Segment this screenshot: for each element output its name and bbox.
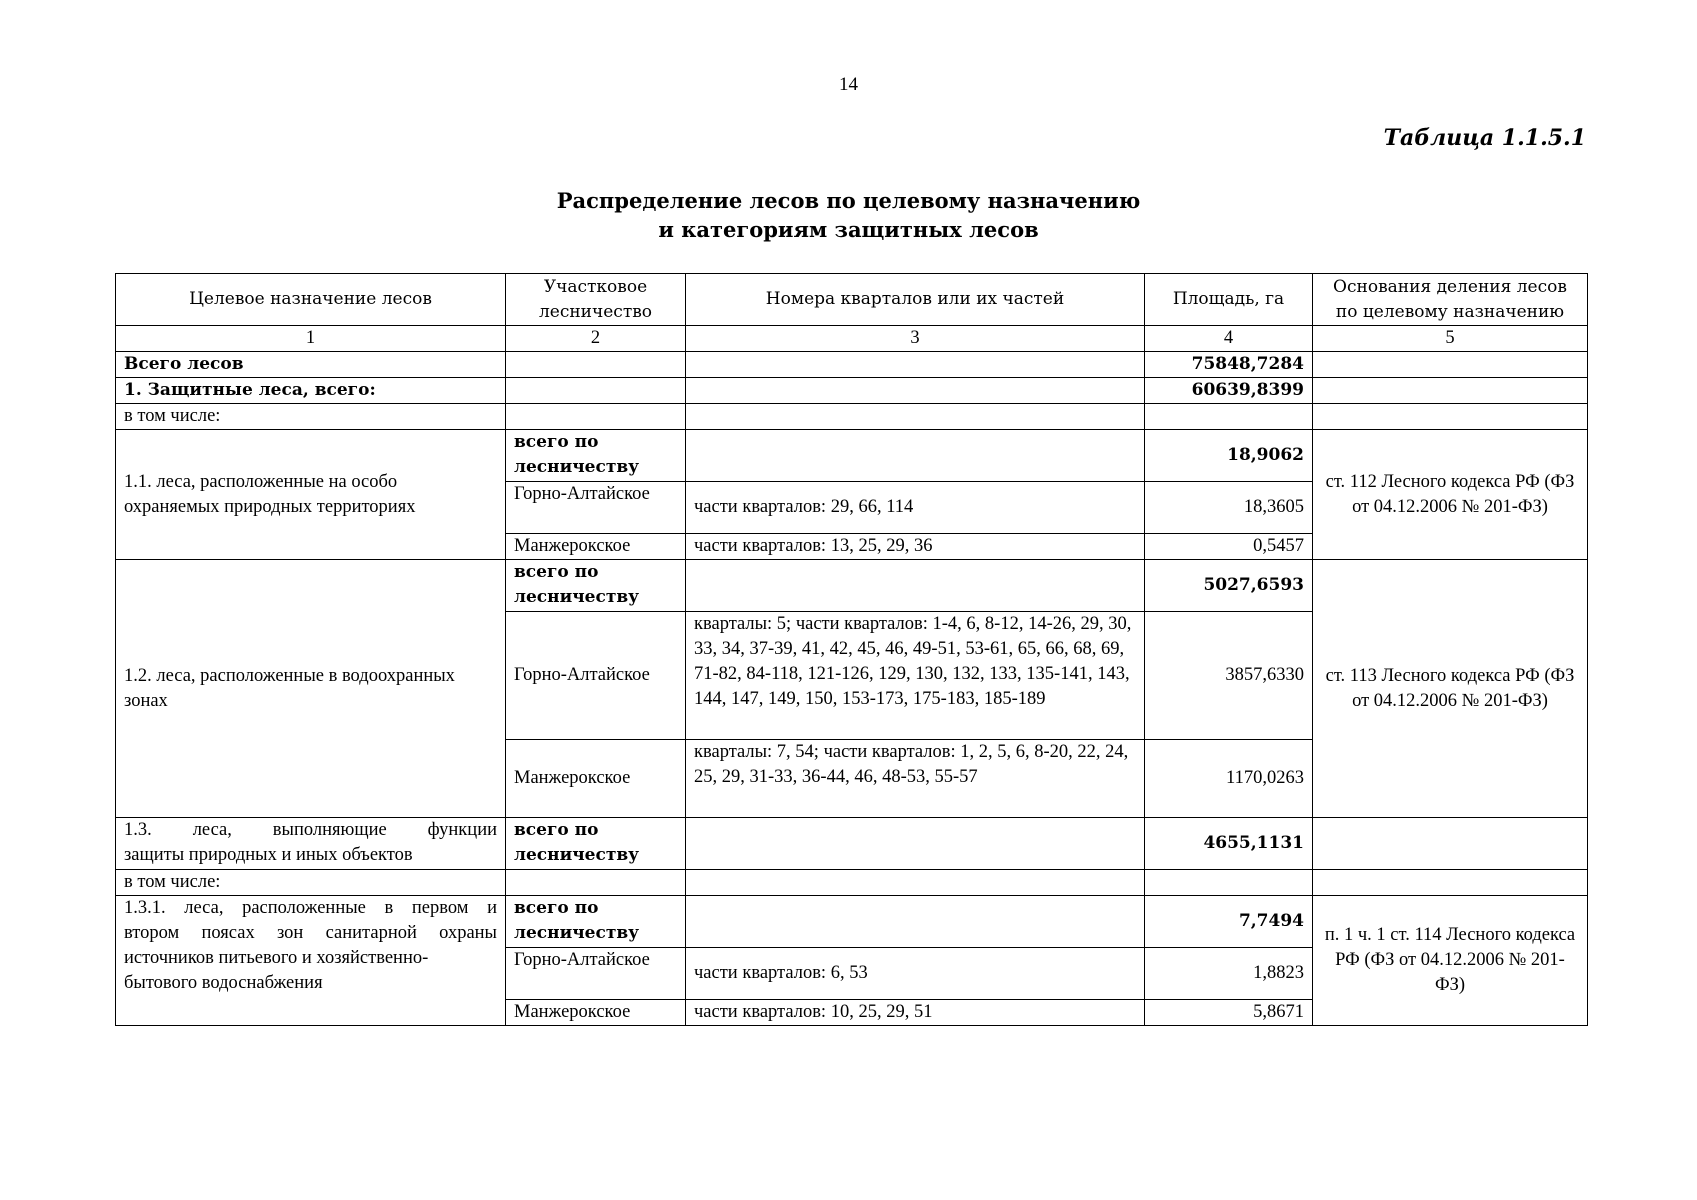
table-row <box>116 560 1588 612</box>
forestry-name: Горно-Алтайское <box>506 482 686 534</box>
area-1-3-1-total: 7,7494 <box>1145 896 1313 948</box>
area-protective: 60639,8399 <box>1145 378 1313 404</box>
row-label-total: Всего лесов <box>116 352 506 378</box>
quarters: кварталы: 5; части кварталов: 1-4, 6, 8-12, 14-26, 29, 30, 33, 34, 37-39, 41, 42, 45, 46, 49-51, 53-61, 65, 66, 68, 69, 71-82, 84-118, 121-126, 129, 130, 132, 133, 135-141, 143, 144, 147, 149, 150, 153-173, 175-183, 185-189 <box>686 612 1145 740</box>
header-purpose: Целевое назначение лесов <box>116 274 506 326</box>
table-row <box>116 818 1588 870</box>
forestry-total-label: всего по лесничеству <box>506 896 686 948</box>
row-label-1-3-1-line-1: 1.3.1. леса, расположенные в первом и <box>124 898 497 918</box>
area: 0,5457 <box>1145 534 1313 560</box>
quarters: части кварталов: 13, 25, 29, 36 <box>686 534 1145 560</box>
header-quarters: Номера кварталов или их частей <box>686 274 1145 326</box>
basis-1-3-1: п. 1 ч. 1 ст. 114 Лесного кодекса РФ (ФЗ от 04.12.2006 № 201-ФЗ) <box>1313 896 1588 1026</box>
forestry-name: Манжерокское <box>506 740 686 818</box>
column-number: 2 <box>506 326 686 352</box>
row-label-1-3-1-line-2: втором поясах зон санитарной охраны <box>124 923 497 943</box>
column-number: 4 <box>1145 326 1313 352</box>
forestry-name: Горно-Алтайское <box>506 612 686 740</box>
row-label-1-2: 1.2. леса, расположенные в водоохранных зонах <box>116 560 506 818</box>
column-number: 1 <box>116 326 506 352</box>
title-line-1: Распределение лесов по целевому назначению <box>556 188 1141 213</box>
forestry-name: Манжерокское <box>506 534 686 560</box>
row-label-1-3-1-rest: источников питьевого и хозяйственно-бытового водоснабжения <box>124 948 429 993</box>
area: 3857,6330 <box>1145 612 1313 740</box>
area-1-2-total: 5027,6593 <box>1145 560 1313 612</box>
header-basis: Основания деления лесов по целевому назначению <box>1313 274 1588 326</box>
area: 18,3605 <box>1145 482 1313 534</box>
row-label-1-1: 1.1. леса, расположенные на особо охраняемых природных территориях <box>116 430 506 560</box>
basis-1-2: ст. 113 Лесного кодекса РФ (ФЗ от 04.12.2006 № 201-ФЗ) <box>1313 560 1588 818</box>
area-1-3-total: 4655,1131 <box>1145 818 1313 870</box>
column-number: 5 <box>1313 326 1588 352</box>
table-label: Таблица 1.1.5.1 <box>1383 125 1586 151</box>
table-row <box>116 404 1588 430</box>
document-title <box>0 186 1697 244</box>
forestry-name: Горно-Алтайское <box>506 948 686 1000</box>
row-label-1-3-1 <box>116 896 506 1026</box>
header-forestry: Участковое лесничество <box>506 274 686 326</box>
column-number-row <box>116 326 1588 352</box>
forestry-total-label: всего по лесничеству <box>506 818 686 870</box>
header-row <box>116 274 1588 326</box>
row-label-including: в том числе: <box>116 404 506 430</box>
forestry-total-label: всего по лесничеству <box>506 430 686 482</box>
basis-1-1: ст. 112 Лесного кодекса РФ (ФЗ от 04.12.2006 № 201-ФЗ) <box>1313 430 1588 560</box>
area: 5,8671 <box>1145 1000 1313 1026</box>
area-total: 75848,7284 <box>1145 352 1313 378</box>
row-label-protective: 1. Защитные леса, всего: <box>116 378 506 404</box>
row-label-1-3-line-1: 1.3. леса, выполняющие функции <box>124 820 497 840</box>
page-number: 14 <box>839 74 858 95</box>
header-area: Площадь, га <box>1145 274 1313 326</box>
table-row <box>116 870 1588 896</box>
row-label-1-3 <box>116 818 506 870</box>
row-label-1-3-line-2: защиты природных и иных объектов <box>124 845 413 865</box>
column-number: 3 <box>686 326 1145 352</box>
forestry-name: Манжерокское <box>506 1000 686 1026</box>
area: 1170,0263 <box>1145 740 1313 818</box>
table-row <box>116 896 1588 948</box>
area: 1,8823 <box>1145 948 1313 1000</box>
area-1-1-total: 18,9062 <box>1145 430 1313 482</box>
title-line-2: и категориям защитных лесов <box>658 217 1039 242</box>
table-row <box>116 430 1588 482</box>
quarters: части кварталов: 6, 53 <box>686 948 1145 1000</box>
quarters: части кварталов: 10, 25, 29, 51 <box>686 1000 1145 1026</box>
table-row <box>116 378 1588 404</box>
row-label-including: в том числе: <box>116 870 506 896</box>
forest-distribution-table <box>115 273 1588 1026</box>
quarters: части кварталов: 29, 66, 114 <box>686 482 1145 534</box>
forestry-total-label: всего по лесничеству <box>506 560 686 612</box>
quarters: кварталы: 7, 54; части кварталов: 1, 2, 5, 6, 8-20, 22, 24, 25, 29, 31-33, 36-44, 46, 48-53, 55-57 <box>686 740 1145 818</box>
table-row <box>116 352 1588 378</box>
